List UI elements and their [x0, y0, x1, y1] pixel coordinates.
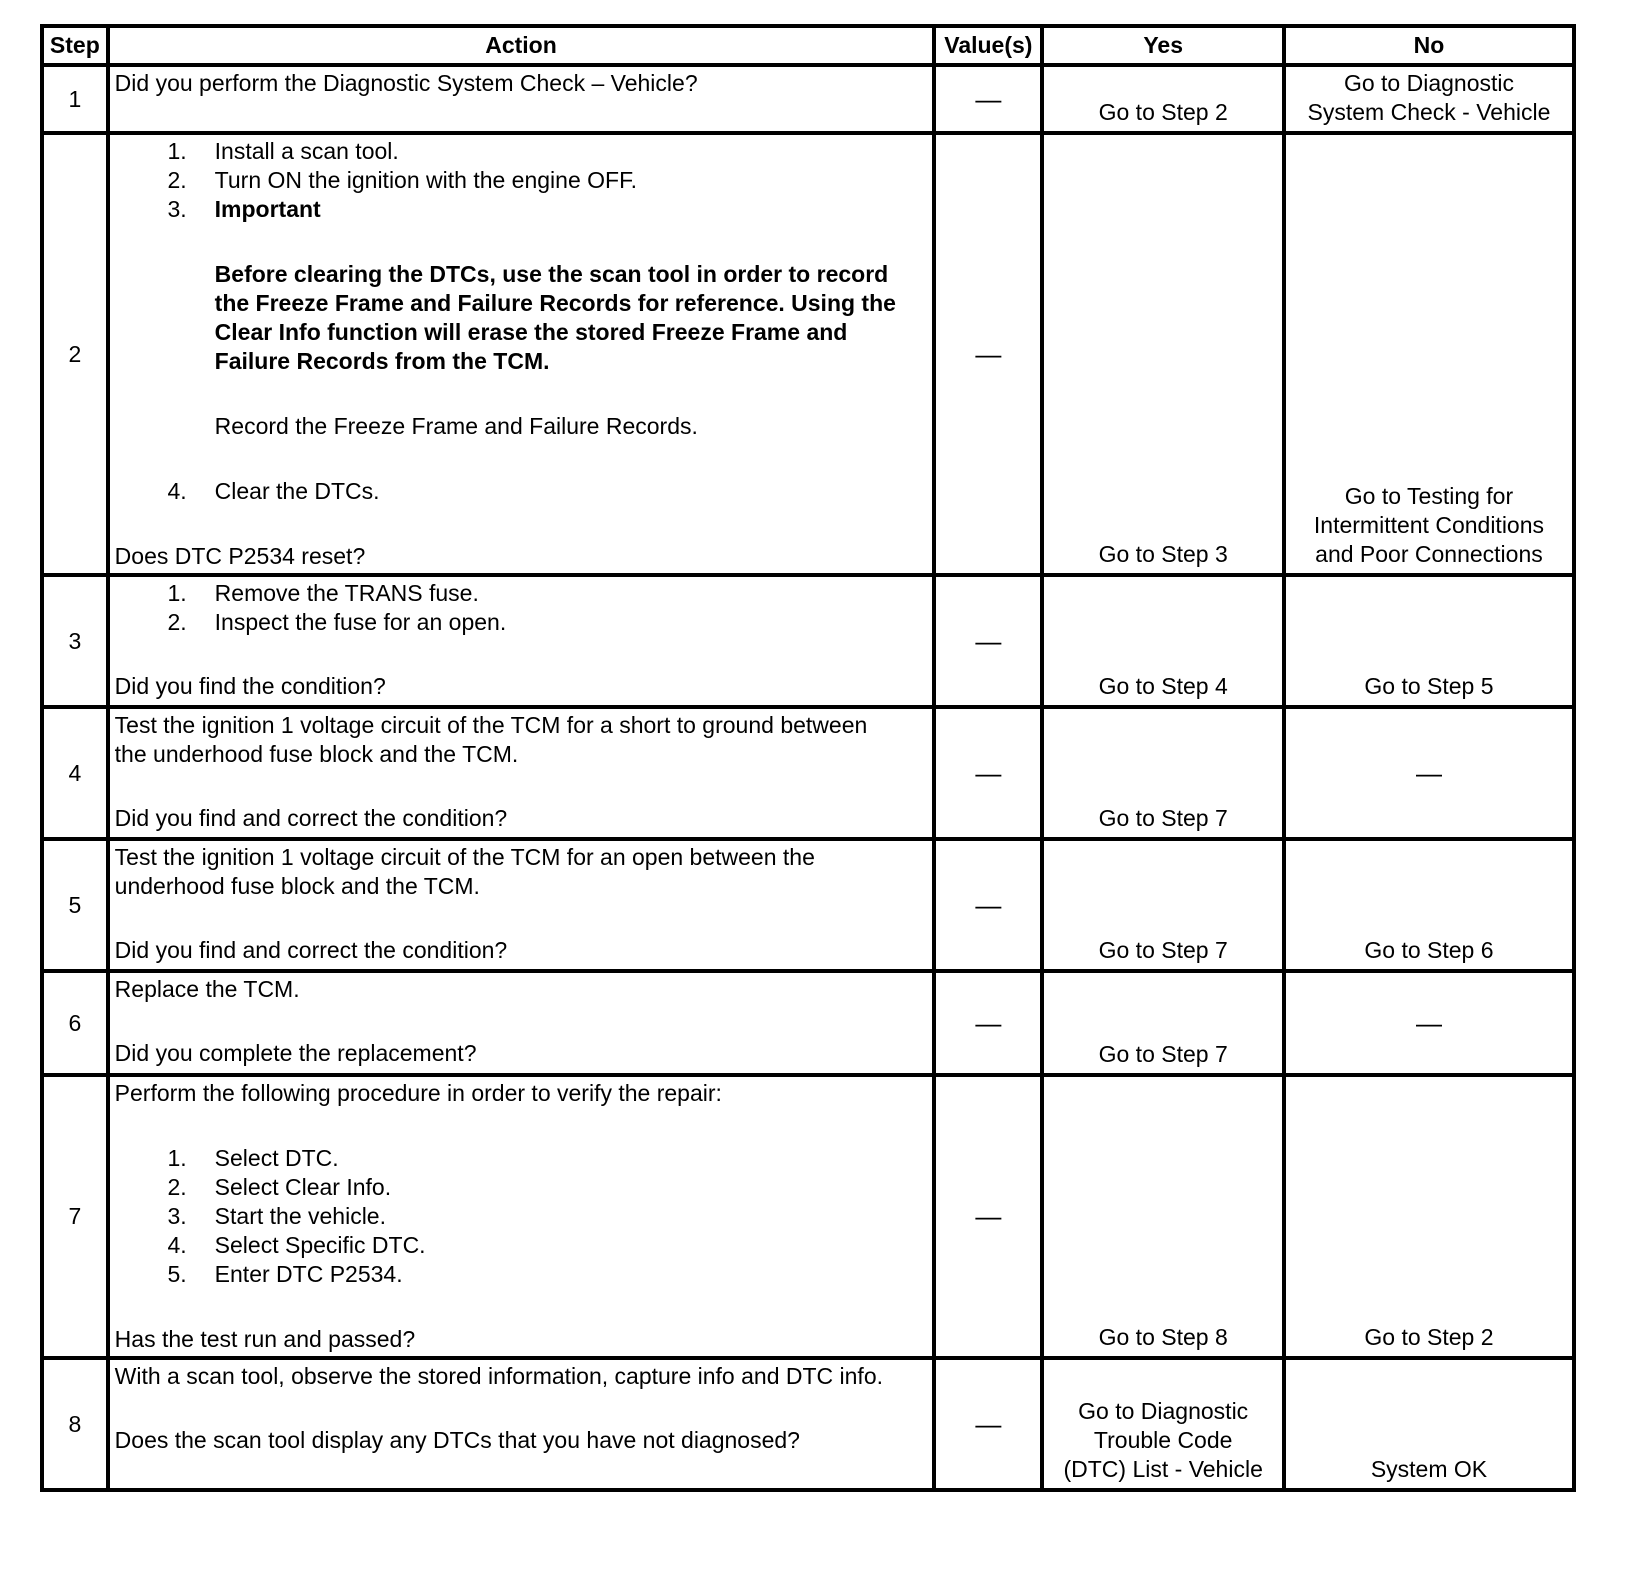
action-text: Test the ignition 1 voltage circuit of the TCM for a short to ground between the underhood fuse block and the TCM. — [114, 712, 868, 767]
list-item — [115, 166, 929, 195]
list-item — [115, 195, 929, 224]
action-cell — [108, 1358, 935, 1490]
action-text: With a scan tool, observe the stored information, capture info and DTC info. — [114, 1363, 884, 1389]
list-item — [115, 608, 929, 637]
action-cell — [108, 971, 935, 1075]
diagnostic-table — [40, 24, 1576, 1492]
action-cell — [108, 1075, 935, 1358]
step-number: 4 — [42, 707, 108, 839]
list-item-number: 4. — [167, 1232, 187, 1258]
yes-cell: Go to Step 4 — [1042, 575, 1284, 707]
yes-line: Trouble Code — [1093, 1427, 1233, 1453]
yes-line: Go to Diagnostic — [1078, 1398, 1249, 1424]
list-item — [115, 477, 929, 506]
header-action: Action — [108, 26, 935, 65]
value-cell: — — [934, 707, 1042, 839]
list-item-number: 5. — [167, 1261, 187, 1287]
list-item — [115, 1173, 929, 1202]
yes-cell: Go to Step 3 — [1042, 133, 1284, 575]
list-item-text: Enter DTC P2534. — [214, 1261, 403, 1287]
list-item-number: 2. — [167, 609, 187, 635]
list-item-number: 4. — [167, 478, 187, 504]
list-item-number: 2. — [167, 167, 187, 193]
step-number: 7 — [42, 1075, 108, 1358]
action-question: Does DTC P2534 reset? — [114, 543, 366, 569]
list-item-number: 1. — [167, 138, 187, 164]
no-line: Intermittent Conditions — [1313, 512, 1545, 538]
value-cell: — — [934, 1075, 1042, 1358]
yes-cell: Go to Step 7 — [1042, 707, 1284, 839]
list-item-number: 1. — [167, 580, 187, 606]
step-row-7 — [42, 1075, 1574, 1358]
no-line: and Poor Connections — [1315, 541, 1543, 567]
value-cell: — — [934, 575, 1042, 707]
important-label: Important — [214, 196, 321, 222]
list-item-text: Install a scan tool. — [214, 138, 399, 164]
list-item-text: Select Clear Info. — [214, 1174, 392, 1200]
yes-cell: Go to Step 8 — [1042, 1075, 1284, 1358]
value-cell: — — [934, 971, 1042, 1075]
list-item-number: 1. — [167, 1145, 187, 1171]
yes-line: (DTC) List - Vehicle — [1063, 1456, 1263, 1482]
list-item-text: Select DTC. — [214, 1145, 339, 1171]
yes-cell — [1042, 1358, 1284, 1490]
action-cell — [108, 65, 935, 133]
list-item — [115, 579, 929, 608]
step-row-1 — [42, 65, 1574, 133]
step-row-3 — [42, 575, 1574, 707]
list-item — [115, 1260, 929, 1289]
no-cell: Go to Step 6 — [1284, 839, 1574, 971]
no-cell — [1284, 133, 1574, 575]
no-cell: — — [1284, 971, 1574, 1075]
no-cell: System OK — [1284, 1358, 1574, 1490]
list-item — [115, 1144, 929, 1173]
action-question: Did you complete the replacement? — [114, 1040, 477, 1066]
action-cell — [108, 575, 935, 707]
list-item-number: 3. — [167, 1203, 187, 1229]
list-item — [115, 1231, 929, 1260]
action-text: Perform the following procedure in order to verify the repair: — [114, 1080, 722, 1106]
yes-cell: Go to Step 7 — [1042, 839, 1284, 971]
list-item-text: Remove the TRANS fuse. — [214, 580, 479, 606]
no-line: Go to Diagnostic — [1343, 70, 1514, 96]
no-cell: — — [1284, 707, 1574, 839]
no-line: Go to Testing for — [1344, 483, 1514, 509]
list-item-text: Start the vehicle. — [214, 1203, 386, 1229]
action-question: Did you perform the Diagnostic System Check – Vehicle? — [114, 70, 698, 96]
header-step: Step — [42, 26, 108, 65]
header-row — [42, 26, 1574, 65]
step-row-8 — [42, 1358, 1574, 1490]
step-row-2 — [42, 133, 1574, 575]
value-cell: — — [934, 133, 1042, 575]
value-cell: — — [934, 839, 1042, 971]
action-question: Did you find the condition? — [114, 673, 386, 699]
no-cell — [1284, 65, 1574, 133]
step-number: 5 — [42, 839, 108, 971]
step-number: 6 — [42, 971, 108, 1075]
step-number: 2 — [42, 133, 108, 575]
action-question: Has the test run and passed? — [114, 1326, 416, 1352]
step-number: 3 — [42, 575, 108, 707]
action-cell — [108, 133, 935, 575]
list-item-text: Inspect the fuse for an open. — [214, 609, 507, 635]
list-item — [115, 1202, 929, 1231]
action-cell — [108, 707, 935, 839]
no-cell: Go to Step 5 — [1284, 575, 1574, 707]
step-number: 1 — [42, 65, 108, 133]
action-text: Test the ignition 1 voltage circuit of the TCM for an open between the underhood fuse block and the TCM. — [114, 844, 815, 899]
list-item-text: Select Specific DTC. — [214, 1232, 426, 1258]
step-row-5 — [42, 839, 1574, 971]
step-number: 8 — [42, 1358, 108, 1490]
action-text: Replace the TCM. — [114, 976, 300, 1002]
yes-cell: Go to Step 7 — [1042, 971, 1284, 1075]
list-item-number: 2. — [167, 1174, 187, 1200]
header-values: Value(s) — [934, 26, 1042, 65]
no-cell: Go to Step 2 — [1284, 1075, 1574, 1358]
list-item — [115, 137, 929, 166]
step-row-4 — [42, 707, 1574, 839]
value-cell: — — [934, 1358, 1042, 1490]
important-note: Before clearing the DTCs, use the scan tool in order to record the Freeze Frame and Failure Records for reference. Using the Clear Info function will erase the stored Freeze Frame and Failure Records from the TCM. — [214, 261, 896, 374]
action-question: Did you find and correct the condition? — [114, 937, 508, 963]
action-question: Does the scan tool display any DTCs that you have not diagnosed? — [114, 1427, 800, 1453]
record-instruction: Record the Freeze Frame and Failure Records. — [214, 413, 698, 439]
list-item-text: Clear the DTCs. — [214, 478, 380, 504]
list-item-text: Turn ON the ignition with the engine OFF. — [214, 167, 637, 193]
list-item-number: 3. — [167, 196, 187, 222]
yes-cell: Go to Step 2 — [1042, 65, 1284, 133]
no-line: System Check - Vehicle — [1307, 99, 1551, 125]
action-question: Did you find and correct the condition? — [114, 805, 508, 831]
action-cell — [108, 839, 935, 971]
header-no: No — [1284, 26, 1574, 65]
value-cell: — — [934, 65, 1042, 133]
header-yes: Yes — [1042, 26, 1284, 65]
step-row-6 — [42, 971, 1574, 1075]
